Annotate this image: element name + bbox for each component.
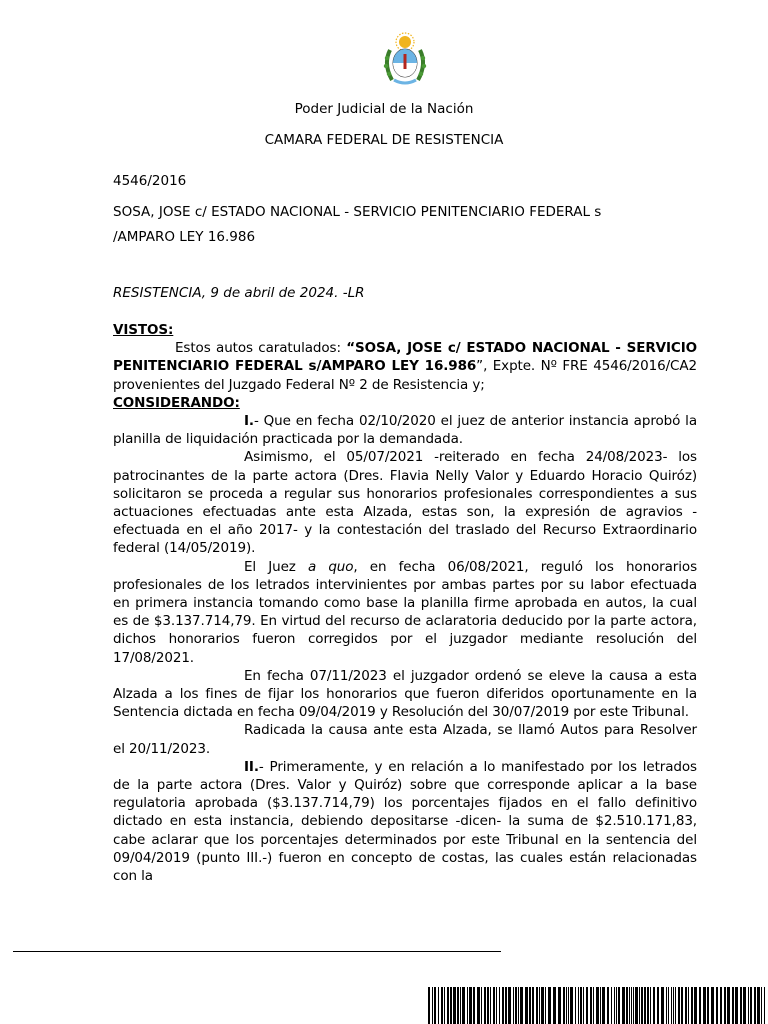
vistos-paragraph: Estos autos caratulados: “SOSA, JOSE c/ ESTADO NACIONAL - SERVICIO PENITENCIARIO FEDERAL s/AMPARO LEY 16.986”, Expte. Nº FRE 4546/2016/CA2 provenientes del Juzgado Federal Nº 2 de Resistencia y; (113, 340, 697, 393)
considerando-paragraph-2: Asimismo, el 05/07/2021 -reiterado en fecha 24/08/2023- los patrocinantes de la parte actora (Dres. Flavia Nelly Valor y Eduardo Horacio Quiróz) solicitaron se proceda a regular sus honorarios profesionales correspondientes a sus actuaciones efectuadas ante esta Alzada, estas son, la expresión de agravios -efectuada en el año 2017- y la contestación del traslado del Recurso Extraordinario federal (14/05/2019). (113, 449, 697, 557)
chamber-name: CAMARA FEDERAL DE RESISTENCIA (264, 132, 504, 148)
case-title-line-1: SOSA, JOSE c/ ESTADO NACIONAL - SERVICIO PENITENCIARIO FEDERAL s (113, 204, 602, 220)
considerando-paragraph-6: II.- Primeramente, y en relación a lo manifestado por los letrados de la parte actora (Dres. Valor y Quiróz) sobre que corresponde aplicar a la base regulatoria aprobada ($3.137.714,79) los porcentajes fijados en el fallo definitivo dictado en esta instancia, debiendo depositarse -dicen- la suma de $2.510.171,83, cabe aclarar que los porcentajes determinados por este Tribunal en la sentencia del 09/04/2019 (punto III.-) fueron en concepto de costas, las cuales están relacionadas con la (113, 758, 697, 885)
case-number: 4546/2016 (113, 173, 187, 189)
footer-rule (13, 951, 501, 952)
case-title-line-2: /AMPARO LEY 16.986 (113, 229, 256, 245)
considerando-paragraph-3: El Juez a quo, en fecha 06/08/2021, reguló los honorarios profesionales de los letrados intervinientes por ambas partes por su labor efectuada en primera instancia tomando como base la planilla firme aprobada en autos, la cual es de $3.137.714,79. En virtud del recurso de aclaratoria deducido por la parte actora, dichos honorarios fueron corregidos por el juzgador mediante resolución del 17/08/2021. (113, 558, 698, 666)
considerando-paragraph-4: En fecha 07/11/2023 el juzgador ordenó se eleve la causa a esta Alzada a los fines de fijar los honorarios que fueron diferidos oportunamente en la Sentencia dictada en fecha 09/04/2019 y Resolución del 30/07/2019 por este Tribunal. (113, 667, 697, 721)
considerando-paragraph-5: Radicada la causa ante esta Alzada, se llamó Autos para Resolver el 20/11/2023. (113, 722, 697, 757)
resolution-body (113, 321, 697, 885)
coat-of-arms-seal-icon (380, 30, 430, 88)
dateline: RESISTENCIA, 9 de abril de 2024. -LR (113, 285, 365, 301)
considerando-heading: CONSIDERANDO: (113, 394, 240, 411)
vistos-heading: VISTOS: (113, 322, 174, 338)
considerando-paragraph-1: I.- Que en fecha 02/10/2020 el juez de anterior instancia aprobó la planilla de liquidación practicada por la demandada. (113, 413, 697, 448)
barcode-icon (428, 987, 768, 1024)
court-name: Poder Judicial de la Nación (294, 101, 474, 117)
